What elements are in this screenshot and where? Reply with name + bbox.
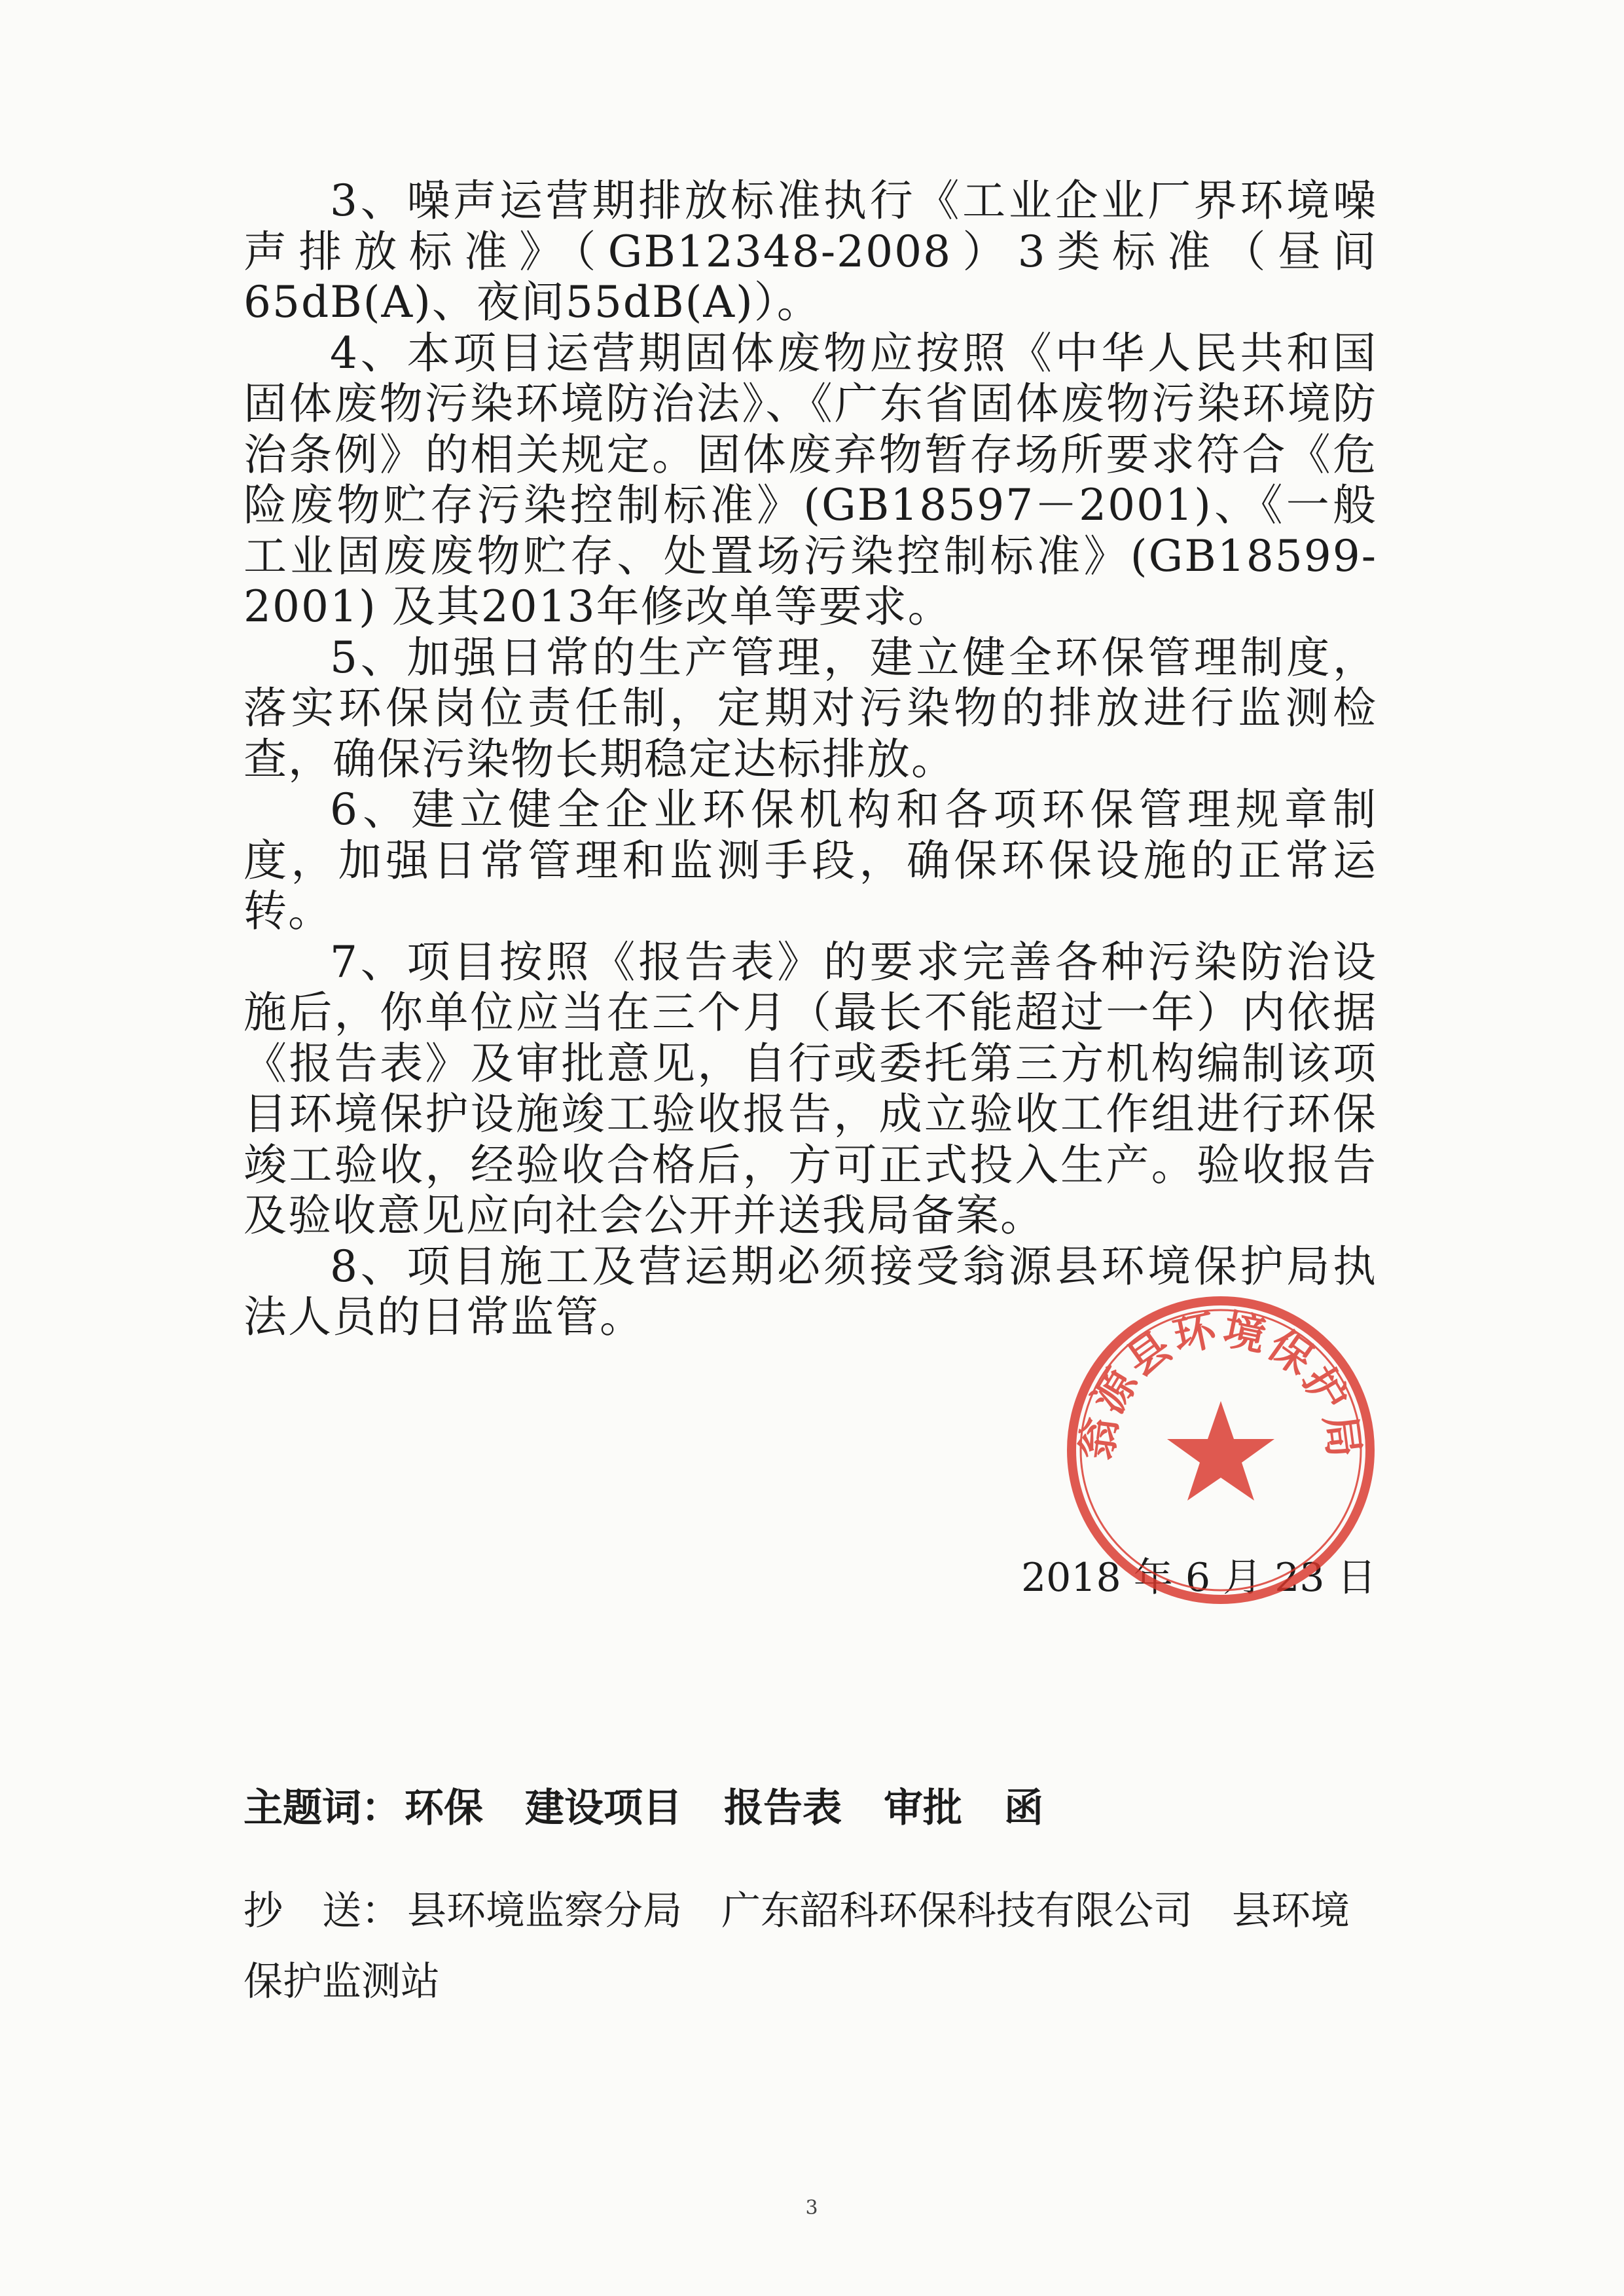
copy-to-recipient: 广东韶科环保科技有限公司: [721, 1888, 1193, 1934]
paragraph-acceptance: 7、项目按照《报告表》的要求完善各种污染防治设施后，你单位应当在三个月（最长不能超过一年）内依据《报告表》及审批意见，自行或委托第三方机构编制该项目环境保护设施竣工验收报告，成立验收工作组进行环保竣工验收，经验收合格后，方可正式投入生产。验收报告及验收意见应向社会公开并送我局备案。: [244, 936, 1377, 1241]
keyword-item: 函: [1004, 1785, 1043, 1831]
paragraph-solid-waste: 4、本项目运营期固体废物应按照《中华人民共和国固体废物污染环境防治法》、《广东省固体废物污染环境防治条例》的相关规定。固体废弃物暂存场所要求符合《危险废物贮存污染控制标准》(GB18597－2001)、《一般工业固废废物贮存、处置场污染控制标准》(GB18599-2001) 及其2013年修改单等要求。: [244, 327, 1377, 632]
paragraph-environmental-organization: 6、建立健全企业环保机构和各项环保管理规章制度，加强日常管理和监测手段，确保环保设施的正常运转。: [244, 784, 1377, 936]
seal-text: 翁源县环境保护局: [1073, 1305, 1369, 1463]
keyword-item: 环保: [405, 1785, 483, 1831]
keywords-label: 主题词：: [244, 1785, 401, 1831]
issue-date: 2018 年 6 月 23 日: [1021, 1555, 1377, 1601]
subject-keywords: [244, 1782, 1382, 1834]
copy-to: [244, 1876, 1382, 2017]
keyword-item: 报告表: [724, 1785, 842, 1831]
keyword-item: 建设项目: [525, 1785, 682, 1831]
copy-to-recipient: 县环境监察分局: [407, 1888, 682, 1934]
paragraph-noise-standard: 3、噪声运营期排放标准执行《工业企业厂界环境噪声排放标准》（GB12348-2008）3类标准（昼间65dB(A)、夜间55dB(A)）。: [244, 175, 1377, 327]
official-seal-stamp: [1060, 1290, 1381, 1611]
keyword-item: 审批: [884, 1785, 962, 1831]
page-number: 3: [805, 2196, 818, 2219]
paragraph-supervision: 8、项目施工及营运期必须接受翁源县环境保护局执法人员的日常监管。: [244, 1241, 1377, 1342]
body-text: [244, 175, 1377, 1343]
copy-to-recipient: 县环境保护监测站: [244, 1888, 1350, 2005]
seal-star-icon: [1167, 1401, 1274, 1501]
paragraph-production-management: 5、加强日常的生产管理，建立健全环保管理制度，落实环保岗位责任制，定期对污染物的排放进行监测检查，确保污染物长期稳定达标排放。: [244, 632, 1377, 784]
copy-to-label: 抄 送：: [244, 1888, 401, 1934]
